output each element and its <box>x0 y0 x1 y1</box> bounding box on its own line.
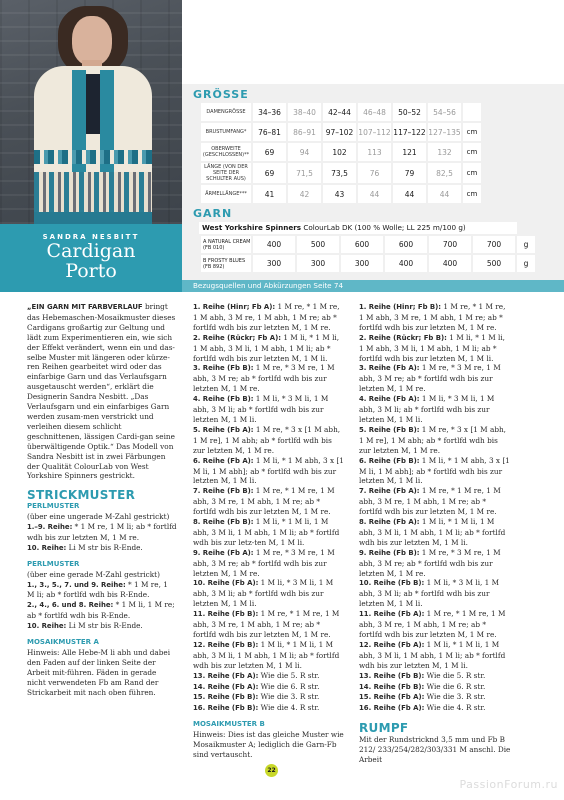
size-cell: 54–56 <box>428 103 461 121</box>
size-cell: 76 <box>358 163 391 183</box>
row-text: Wie die 3. R str. <box>258 692 320 702</box>
yarn-brand: West Yorkshire Spinners <box>202 223 302 232</box>
size-row-label: LÄNGE (VON DER SEITE DER SCHULTER AUS) <box>201 163 251 183</box>
row-label: 1. Reihe (Hinr; Fb A): <box>193 303 276 311</box>
row-text: Li M str bis R-Ende. <box>66 542 143 552</box>
row-label: 10. Reihe: <box>27 543 67 552</box>
mosaik-b-heading: MOSAIKMUSTER B <box>193 720 265 729</box>
size-cell: 69 <box>253 163 286 183</box>
row-label: 10. Reihe (Fb A): <box>193 579 259 588</box>
yarn-unit: g <box>517 236 535 253</box>
row-label: 13. Reihe (Fb B): <box>359 671 425 680</box>
size-cell: 44 <box>358 185 391 203</box>
column-1 <box>27 302 177 698</box>
size-unit: cm <box>463 123 481 141</box>
instruction-row <box>27 621 177 632</box>
size-cell: 127–135 <box>428 123 461 141</box>
instruction-row <box>27 580 177 601</box>
size-cell: 38–40 <box>288 103 321 121</box>
pattern-title-line1: Cardigan <box>46 240 136 262</box>
row-text: 1 M re, * 3 M re, 1 M abh, 3 M re; ab * fortlfd wdh bis zur letzten M, 1 M re. <box>193 547 335 578</box>
row-text: Wie die 5. R str. <box>424 670 486 680</box>
mosaik-a-heading: MOSAIKMUSTER A <box>27 638 99 647</box>
size-cell: 132 <box>428 143 461 161</box>
size-row <box>201 143 481 161</box>
instruction-row <box>359 640 511 671</box>
instruction-row <box>359 578 511 609</box>
size-cell: 69 <box>253 143 286 161</box>
size-cell: 42–44 <box>323 103 356 121</box>
size-cell: 113 <box>358 143 391 161</box>
row-text: 1 M re, * 3 x [1 M abh, 1 M re], 1 M abh; ab * fortlfd wdh bis zur letzten M, 1 M re. <box>193 424 341 455</box>
yarn-cell: 300 <box>341 255 383 272</box>
yarn-cell: 500 <box>297 236 339 253</box>
instruction-row <box>193 548 345 579</box>
instruction-row <box>193 425 345 456</box>
size-row-label: OBERWEITE (GESCHLOSSEN)** <box>201 143 251 161</box>
size-row-label: ÄRMELLÄNGE*** <box>201 185 251 203</box>
watermark: PassionForum.ru <box>459 778 558 791</box>
size-unit: cm <box>463 163 481 183</box>
row-label: 2. Reihe (Rückr; Fb B): <box>359 333 447 342</box>
row-text: Wie die 4. R str. <box>424 703 486 713</box>
size-cell: 86–91 <box>288 123 321 141</box>
size-row-label: BRUSTUMFANG* <box>201 123 251 141</box>
row-label: 11. Reihe (Fb B): <box>193 610 259 619</box>
size-cell: 102 <box>323 143 356 161</box>
strickmuster-heading: STRICKMUSTER <box>27 488 136 503</box>
perlmuster1-note: (über eine ungerade M-Zahl gestrickt) <box>27 512 170 522</box>
row-text: * 1 M li, 1 M re; ab * fortlfd wdh bis R-Ende. <box>27 600 175 621</box>
row-label: 9. Reihe (Fb B): <box>359 548 420 557</box>
row-text: 1 M re, * 1 M re, 1 M abh, 3 M re, 1 M abh, 1 M re; ab * fortlfd wdh bis zur letzten M, 1 M re. <box>193 486 335 517</box>
sources-link[interactable]: Bezugsquellen und Abkürzungen Seite 74 <box>182 280 564 292</box>
size-cell: 44 <box>428 185 461 203</box>
size-unit <box>463 103 481 121</box>
perlmuster2-note: (über eine gerade M-Zahl gestrickt) <box>27 569 160 579</box>
row-text: * 1 M re, 1 M li; ab * fortlfd wdh bis R-Ende. <box>27 579 168 600</box>
instruction-row <box>359 456 511 487</box>
row-label: 8. Reihe (Fb B): <box>193 518 254 527</box>
instruction-row <box>359 425 511 456</box>
instruction-row <box>359 486 511 517</box>
row-label: 4. Reihe (Fb A): <box>359 395 420 404</box>
row-text: 1 M li, * 1 M abh, 3 x [1 M li, 1 M abh]; ab * fortlfd wdh bis zur letzten M, 1 M li. <box>359 455 510 486</box>
size-cell: 79 <box>393 163 426 183</box>
row-text: 1 M li, * 1 M li, 1 M abh, 3 M li, 1 M abh, 1 M li; ab * fortlfd wdh bis zur letzten M, 1 M li. <box>359 517 506 547</box>
row-label: 16. Reihe (Fb B): <box>193 704 259 713</box>
size-cell: 50–52 <box>393 103 426 121</box>
row-label: 1., 3., 5., 7. und 9. Reihe: <box>27 580 126 589</box>
instruction-row <box>193 517 345 548</box>
size-cell: 121 <box>393 143 426 161</box>
row-label: 16. Reihe (Fb A): <box>359 704 425 713</box>
yarn-cell: 400 <box>253 236 295 253</box>
size-row <box>201 103 481 121</box>
column-2 <box>193 302 345 760</box>
row-text: 1 M li, * 1 M abh, 3 x [1 M li, 1 M abh]; ab * fortlfd wdh bis zur letzten M, 1 M li. <box>193 455 344 486</box>
yarn-cell: 400 <box>429 255 471 272</box>
yarn-row <box>201 255 535 272</box>
row-label: 12. Reihe (Fb B): <box>193 640 259 649</box>
yarn-row <box>201 236 535 253</box>
perlmuster2-heading: PERLMUSTER <box>27 559 80 568</box>
column-3 <box>359 302 511 765</box>
yarn-quality: ColourLab DK (100 % Wolle; LL 225 m/100 g) <box>303 223 466 232</box>
size-row <box>201 185 481 203</box>
sizes-table <box>199 101 483 205</box>
size-cell: 43 <box>323 185 356 203</box>
row-label: 12. Reihe (Fb A): <box>359 640 425 649</box>
rumpf-text: Mit der Rundstricknd 3,5 mm und Fb B 212/ 233/254/282/303/331 M anschl. Die Arbeit <box>359 735 511 764</box>
yarn-cell: 700 <box>473 236 515 253</box>
row-label: 2., 4., 6. und 8. Reihe: <box>27 601 114 610</box>
row-text: 1 M re, * 3 M re, 1 M abh, 3 M re; ab * fortlfd wdh bis zur letzten M, 1 M re. <box>193 363 335 394</box>
row-label: 4. Reihe (Fb B): <box>193 395 254 404</box>
row-label: 2. Reihe (Rückr; Fb A): <box>193 333 281 342</box>
intro-text: bringt das Hebemaschen-Mosaikmuster dieses Cardigans großartig zur Geltung und lädt zum Experimentieren ein, wie sich der Effekt verändert, wenn ein und das-selbe Muster mit längeren oder kürze-ren Reihen gearbeitet wird oder das einfarbige Garn und das Verlaufsgarn ausgetauscht werden“, erklärt die Designerin Sandra Nesbitt. „Das Verlaufsgarn und ein einfarbiges Garn werden zusam-men verstrickt und verleihen diesem schlicht geschnittenen, lässigen Cardi-gan seine überwältigende Optik.“ Das Modell von Sandra Nesbitt ist in zwei Färbungen der Qualität ColourLab von West Yorkshire Spinners gestrickt. <box>27 302 176 481</box>
size-row <box>201 163 481 183</box>
yarn-cell: 400 <box>385 255 427 272</box>
row-text: 1 M re, * 1 M re, 1 M abh, 3 M re, 1 M abh, 1 M re; ab * fortlfd wdh bis zur letzten M, 1 M re. <box>359 609 506 639</box>
size-cell: 82,5 <box>428 163 461 183</box>
row-text: 1 M li, * 1 M li, 1 M abh, 3 M li, 1 M abh, 1 M li; ab * fortlfd wdh bis zur letzten M, 1 M li. <box>359 332 505 363</box>
mosaik-b-note: Hinweis: Dies ist das gleiche Muster wie Mosaikmuster A; lediglich die Garn-Fb sind vertauscht. <box>193 730 344 759</box>
mosaik-a-note: Hinweis: Alle Hebe-M li abh und dabei den Faden auf der linken Seite der Arbeit mit-führen. Fäden in gerade nicht verwendeten Fb am Rand der Strickarbeit mit nach oben führen. <box>27 648 171 697</box>
size-unit: cm <box>463 185 481 203</box>
size-cell: 97–102 <box>323 123 356 141</box>
yarn-cell: 600 <box>341 236 383 253</box>
row-text: 1 M li, * 3 M li, 1 M abh, 3 M li; ab * fortlfd wdh bis zur letzten M, 1 M li. <box>359 394 495 424</box>
instruction-row <box>27 522 177 543</box>
title-block <box>0 224 182 292</box>
size-cell: 41 <box>253 185 286 203</box>
row-text: 1 M li, * 1 M li, 1 M abh, 3 M li, 1 M abh, 1 M li; ab * fortlfd wdh bis zur letzten M, 1 M li. <box>193 639 340 670</box>
row-text: 1 M li, * 3 M li, 1 M abh, 3 M li; ab * fortlfd wdh bis zur letzten M, 1 M li. <box>193 394 329 424</box>
row-text: 1 M re, * 3 M re, 1 M abh, 3 M re; ab * fortlfd wdh bis zur letzten M, 1 M re. <box>359 547 501 578</box>
size-cell: 34–36 <box>253 103 286 121</box>
instruction-row <box>359 517 511 548</box>
yarn-row-label: B FROSTY BLUES (FB 892) <box>201 255 251 272</box>
size-unit: cm <box>463 143 481 161</box>
yarn-cell: 600 <box>385 236 427 253</box>
row-label: 3. Reihe (Fb A): <box>359 364 420 373</box>
size-cell: 46–48 <box>358 103 391 121</box>
row-text: Wie die 3. R str. <box>424 692 486 702</box>
row-text: Wie die 6. R str. <box>258 681 320 691</box>
row-label: 6. Reihe (Fb B): <box>359 456 420 465</box>
row-label: 7. Reihe (Fb B): <box>193 487 254 496</box>
instruction-row <box>359 609 511 640</box>
size-cell: 44 <box>393 185 426 203</box>
yarn-unit: g <box>517 255 535 272</box>
size-cell: 42 <box>288 185 321 203</box>
instruction-row <box>359 671 511 682</box>
yarn-description <box>199 222 517 234</box>
row-label: 14. Reihe (Fb B): <box>359 682 425 691</box>
row-label: 6. Reihe (Fb A): <box>193 456 254 465</box>
instruction-row <box>193 486 345 517</box>
instruction-row <box>193 609 345 640</box>
instruction-row <box>193 671 345 682</box>
instruction-row <box>359 333 511 364</box>
row-label: 9. Reihe (Fb A): <box>193 548 254 557</box>
instruction-row <box>193 456 345 487</box>
instruction-row <box>193 394 345 425</box>
instruction-row <box>193 578 345 609</box>
row-text: Wie die 6. R str. <box>424 681 486 691</box>
row-label: 8. Reihe (Fb A): <box>359 518 420 527</box>
row-text: Wie die 4. R str. <box>258 703 320 713</box>
instruction-row <box>359 363 511 394</box>
row-text: 1 M li, * 1 M li, 1 M abh, 3 M li, 1 M abh, 1 M li; ab * fortlfd wdh bis zur letzten M, 1 M li. <box>359 639 506 670</box>
row-text: 1 M li, * 1 M li, 1 M abh, 3 M li, 1 M abh, 1 M li; ab * fortlfd wdh bis zur letzten M, 1 M li. <box>193 332 340 363</box>
row-label: 5. Reihe (Fb A): <box>193 425 254 434</box>
designer-name: SANDRA NESBITT <box>42 233 140 241</box>
instruction-row <box>193 640 345 671</box>
row-text: * 1 M re, 1 M li; ab * fortlfd wdh bis zur letzten M, 1 M re. <box>27 522 177 542</box>
intro-paragraph <box>27 302 177 481</box>
instruction-row <box>359 682 511 693</box>
pattern-title-line2: Porto <box>65 260 117 282</box>
yarn-heading: GARN <box>193 207 233 220</box>
instruction-row <box>359 302 511 333</box>
row-text: 1 M re, * 1 M re, 1 M abh, 3 M re, 1 M abh, 1 M re; ab * fortlfd wdh bis zur letzten M, 1 M re. <box>359 486 501 517</box>
instruction-row <box>27 543 177 554</box>
instruction-row <box>193 703 345 714</box>
yarn-cell: 700 <box>429 236 471 253</box>
intro-lead: „EIN GARN MIT FARBVERLAUF <box>27 303 143 311</box>
instruction-row <box>27 600 177 621</box>
rumpf-heading: RUMPF <box>359 721 409 736</box>
row-text: Li M str bis R-Ende. <box>66 621 143 631</box>
row-text: 1 M re, * 3 M re, 1 M abh, 3 M re; ab * fortlfd wdh bis zur letzten M, 1 M re. <box>359 363 501 394</box>
row-label: 5. Reihe (Fb B): <box>359 425 420 434</box>
model-photo <box>0 0 182 224</box>
instruction-row <box>359 703 511 714</box>
row-text: 1 M re, * 1 M re, 1 M abh, 3 M re, 1 M abh, 1 M re; ab * fortlfd wdh bis zur letzten M, 1 M re. <box>193 609 340 639</box>
row-text: Wie die 5. R str. <box>258 670 320 680</box>
row-label: 1.–9. Reihe: <box>27 523 73 532</box>
row-text: 1 M re, * 1 M re, 1 M abh, 3 M re, 1 M abh, 1 M re; ab * fortlfd wdh bis zur letzten M, 1 M re. <box>193 302 340 332</box>
instruction-row <box>359 692 511 703</box>
row-text: 1 M re, * 1 M re, 1 M abh, 3 M re, 1 M abh, 1 M re; ab * fortlfd wdh bis zur letzten M, 1 M re. <box>359 302 506 332</box>
instruction-row <box>193 692 345 703</box>
row-label: 10. Reihe: <box>27 622 67 631</box>
yarn-row-label: A NATURAL CREAM (FB 010) <box>201 236 251 253</box>
row-label: 14. Reihe (Fb A): <box>193 682 259 691</box>
size-cell: 71,5 <box>288 163 321 183</box>
row-text: 1 M li, * 1 M li, 1 M abh, 3 M li, 1 M abh, 1 M li; ab * fortlfd wdh bis zur letz-ten M, 1 M li. <box>193 517 340 547</box>
size-cell: 76–81 <box>253 123 286 141</box>
row-label: 15. Reihe (Fb A): <box>359 693 425 702</box>
size-cell: 73,5 <box>323 163 356 183</box>
yarn-cell: 500 <box>473 255 515 272</box>
row-text: 1 M li, * 3 M li, 1 M abh, 3 M li; ab * fortlfd wdh bis zur letzten M, 1 M li. <box>359 578 500 609</box>
row-label: 15. Reihe (Fb B): <box>193 693 259 702</box>
instruction-row <box>193 363 345 394</box>
row-label: 1. Reihe (Hinr; Fb B): <box>359 303 442 311</box>
row-text: 1 M li, * 3 M li, 1 M abh, 3 M li; ab * fortlfd wdh bis zur letzten M, 1 M li. <box>193 578 334 609</box>
row-text: 1 M re, * 3 x [1 M abh, 1 M re], 1 M abh; ab * fortlfd wdh bis zur letzten M, 1 M re. <box>359 424 507 455</box>
size-cell: 117–122 <box>393 123 426 141</box>
sizes-heading: GRÖSSE <box>193 88 249 101</box>
yarn-cell: 300 <box>253 255 295 272</box>
row-label: 13. Reihe (Fb A): <box>193 671 259 680</box>
perlmuster1-heading: PERLMUSTER <box>27 502 80 511</box>
size-row <box>201 123 481 141</box>
instruction-row <box>193 682 345 693</box>
row-label: 11. Reihe (Fb A): <box>359 610 425 619</box>
size-cell: 107–112 <box>358 123 391 141</box>
size-row-label: DAMENGRÖSSE <box>201 103 251 121</box>
page-number: 22 <box>265 764 278 777</box>
row-label: 3. Reihe (Fb B): <box>193 364 254 373</box>
row-label: 7. Reihe (Fb A): <box>359 487 420 496</box>
size-cell: 94 <box>288 143 321 161</box>
yarn-table <box>199 234 537 274</box>
instruction-row <box>359 394 511 425</box>
yarn-cell: 300 <box>297 255 339 272</box>
instruction-row <box>193 302 345 333</box>
instruction-row <box>359 548 511 579</box>
instruction-row <box>193 333 345 364</box>
row-label: 10. Reihe (Fb B): <box>359 579 425 588</box>
